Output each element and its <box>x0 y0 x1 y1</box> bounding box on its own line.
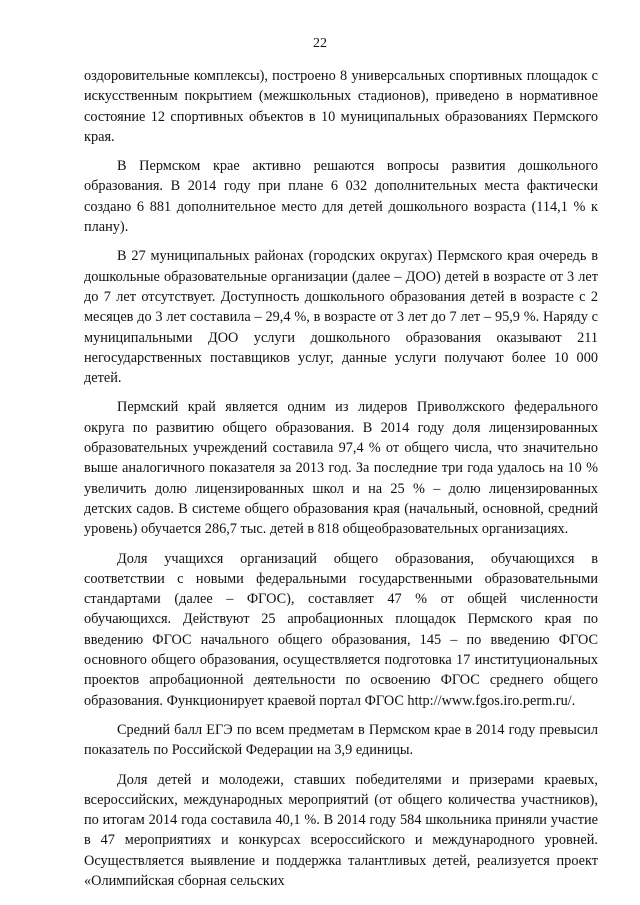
page-number: 22 <box>313 36 327 51</box>
paragraph-fgos-standards: Доля учащихся организаций общего образования, обучающихся в соответствии с новыми федеральными государственными образовательными стандартами (далее – ФГОС), составляет 47 % от общей численности обучающихся. Действуют 25 апробационных площадок Пермского края по введению ФГОС начального общего образования, 145 – по введению ФГОС основного общего образования, осуществляется подготовка 17 институциональных проектов апробационной деятельности по освоению ФГОС среднего общего образования. Функционирует краевой портал ФГОС http://www.fgos.iro.perm.ru/. <box>84 550 598 709</box>
paragraph-sports-facilities: оздоровительные комплексы), построено 8 универсальных спортивных площадок с искусственным покрытием (межшкольных стадионов), приведено в нормативное состояние 12 спортивных объектов в 10 муниципальных образованиях Пермского края. <box>84 68 598 145</box>
paragraph-general-education: Пермский край является одним из лидеров Приволжского федерального округа по развитию общего образования. В 2014 году доля лицензированных образовательных учреждений составила 97,4 % от общего числа, что значительно выше аналогичного показателя за 2013 год. За последние три года удалось на 10 % увеличить долю лицензированных школ и на 25 % – долю лицензированных детских садов. В системе общего образования края (начальный, основной, средний уровень) обучается 286,7 тыс. детей в 818 общеобразовательных организациях. <box>84 399 598 538</box>
paragraph-preschool-availability: В 27 муниципальных районах (городских округах) Пермского края очередь в дошкольные образовательные организации (далее – ДОО) детей в возрасте от 3 лет до 7 лет отсутствует. Доступность дошкольного образования детей в возрасте с 2 месяцев до 3 лет составила – 29,4 %, в возрасте от 3 лет до 7 лет – 95,9 %. Наряду с муниципальными ДОО услуги дошкольного образования оказывают 211 негосударственных поставщиков услуг, данные услуги получают более 10 000 детей. <box>84 248 598 387</box>
paragraph-talented-youth: Доля детей и молодежи, ставших победителями и призерами краевых, всероссийских, международных мероприятий (от общего количества участников), по итогам 2014 года составила 40,1 %. В 2014 году 584 школьника приняли участие в 47 мероприятиях и конкурсах всероссийского и международного уровней. Осуществляется выявление и поддержка талантливых детей, реализуется проект «Олимпийская сборная сельских <box>84 771 598 889</box>
document-body <box>84 66 598 900</box>
paragraph-preschool-development: В Пермском крае активно решаются вопросы развития дошкольного образования. В 2014 году при плане 6 032 дополнительных места фактически создано 6 881 дополнительное место для детей дошкольного возраста (114,1 % к плану). <box>84 158 598 236</box>
paragraph-ege-score: Средний балл ЕГЭ по всем предметам в Пермском крае в 2014 году превысил показатель по Российской Федерации на 3,9 единицы. <box>84 721 598 759</box>
